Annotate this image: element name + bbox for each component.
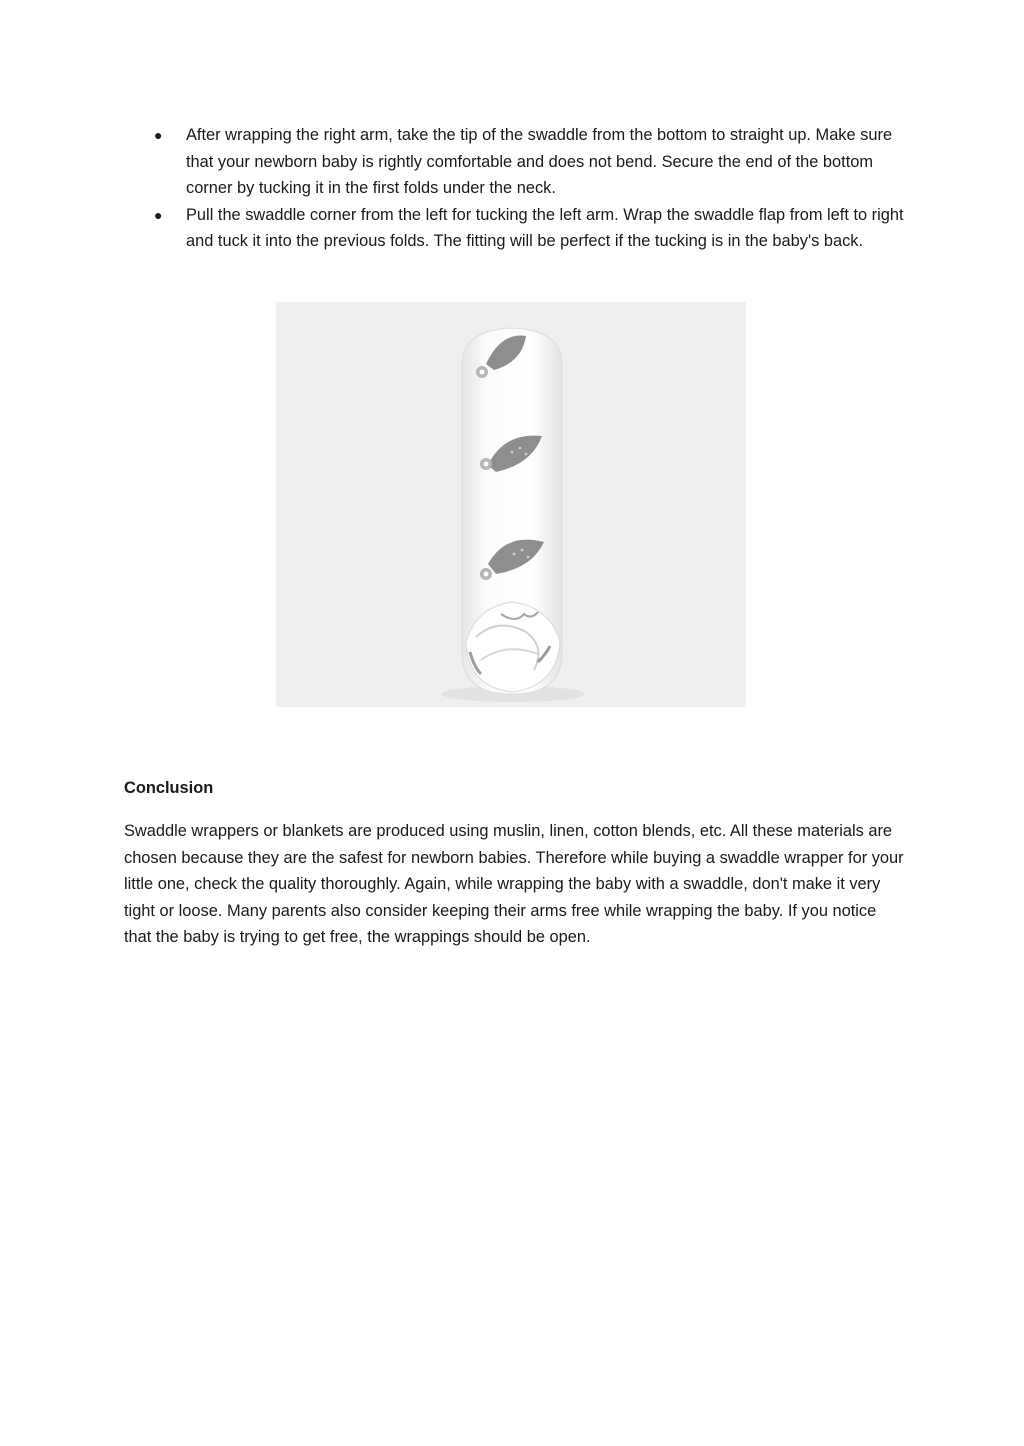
list-item-text: After wrapping the right arm, take the tip of the swaddle from the bottom to straight up. Make sure that your newborn baby is rightly comfortable and does not bend. Secure the end of the bottom corner by tucking it in the first folds under the neck.: [186, 126, 893, 198]
section-heading: Conclusion: [124, 779, 214, 797]
bullet-icon: ●: [154, 127, 163, 143]
conclusion-paragraph: Swaddle wrappers or blankets are produced using muslin, linen, cotton blends, etc. All these materials are chosen because they are the safest for newborn babies. Therefore while buying a swaddle wrapper for your little one, check the quality thoroughly. Again, while wrapping the baby with a swaddle, don't make it very tight or loose. Many parents also consider keeping their arms free while wrapping the baby. If you notice that the baby is trying to get free, the wrappings should be open.: [124, 822, 904, 947]
rolled-swaddle-illustration: [276, 302, 746, 707]
list-item: [124, 122, 914, 202]
list-item-text: Pull the swaddle corner from the left for tucking the left arm. Wrap the swaddle flap from left to right and tuck it into the previous folds. The fitting will be perfect if the tucking is in the baby's back.: [186, 205, 904, 251]
swaddle-photo: [276, 302, 746, 707]
bullet-icon: ●: [154, 206, 163, 223]
instruction-list: [124, 122, 914, 255]
list-item: [124, 202, 914, 255]
